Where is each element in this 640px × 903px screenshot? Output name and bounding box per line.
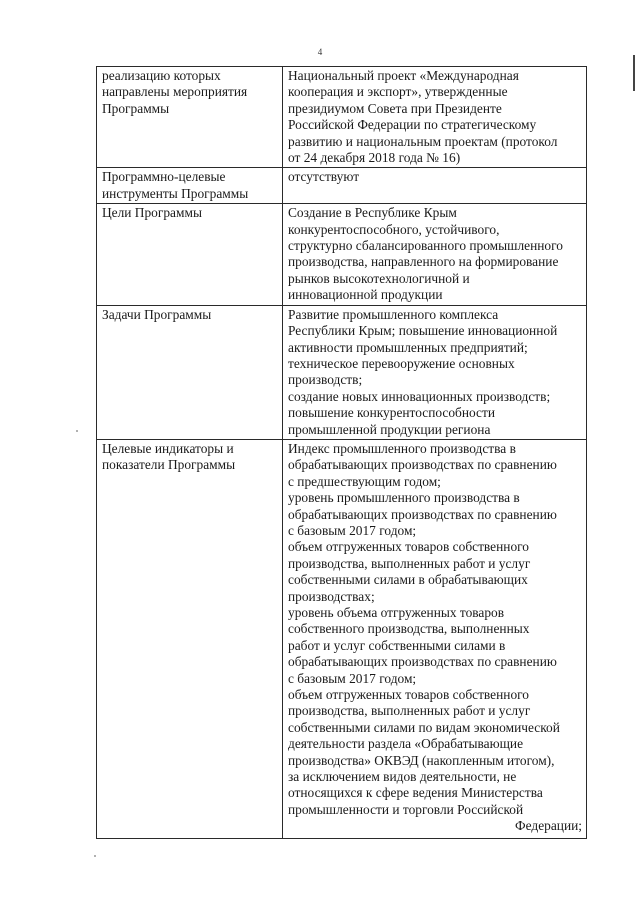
row-value <box>283 439 587 838</box>
text-line: активности промышленных предприятий; <box>288 339 528 355</box>
text-line: объем отгруженных товаров собственного <box>288 687 529 703</box>
text-line: Программы <box>102 100 170 116</box>
text-line: производства, выполненных работ и услуг <box>288 555 531 571</box>
text-line: Российской Федерации по стратегическому <box>288 117 537 133</box>
scan-speck <box>76 430 78 432</box>
text-line: рынков высокотехнологичной и <box>288 270 470 286</box>
text-line: объем отгруженных товаров собственного <box>288 539 529 555</box>
text-line: с базовым 2017 годом; <box>288 522 417 538</box>
text-line: Развитие промышленного комплекса <box>288 306 499 322</box>
scan-edge-mark <box>633 55 635 91</box>
row-value <box>283 168 587 204</box>
text-line: производства» ОКВЭД (накопленным итогом), <box>288 752 555 768</box>
text-line: структурно сбалансированного промышленного <box>288 238 563 254</box>
text-line: собственного производства, выполненных <box>288 621 530 637</box>
table-row <box>97 67 587 168</box>
scan-speck <box>94 855 96 857</box>
text-line: уровень промышленного производства в <box>288 490 520 506</box>
text-line: Создание в Республике Крым <box>288 205 457 221</box>
text-line: с базовым 2017 годом; <box>288 670 417 686</box>
text-line: развитию и национальным проектам (протокол <box>288 133 558 149</box>
text-line: производства, направленного на формирование <box>288 254 559 270</box>
text-line: работ и услуг собственными силами в <box>288 637 506 653</box>
text-line: Программно-целевые <box>102 169 226 185</box>
text-line: производств; <box>288 372 363 388</box>
text-line: с предшествующим годом; <box>288 473 441 489</box>
table-row <box>97 168 587 204</box>
table-row <box>97 439 587 838</box>
row-label <box>97 67 283 168</box>
row-value <box>283 204 587 305</box>
text-line: повышение конкурентоспособности <box>288 405 496 421</box>
text-line: промышленности и торговли Российской <box>288 801 524 817</box>
row-label <box>97 439 283 838</box>
text-line: Индекс промышленного производства в <box>288 440 516 456</box>
text-line: за исключением видов деятельности, не <box>288 769 517 785</box>
text-line: техническое перевооружение основных <box>288 355 515 371</box>
text-line: промышленной продукции региона <box>288 421 491 437</box>
text-line: инновационной продукции <box>288 287 443 303</box>
table-row <box>97 204 587 305</box>
program-passport-table <box>96 66 587 839</box>
text-line: производства, выполненных работ и услуг <box>288 703 531 719</box>
text-line: кооперация и экспорт», утвержденные <box>288 84 508 100</box>
text-line: Задачи Программы <box>102 306 212 322</box>
text-line: обрабатывающих производствах по сравнению <box>288 506 557 522</box>
text-line: конкурентоспособного, устойчивого, <box>288 221 500 237</box>
page-number: 4 <box>317 47 323 57</box>
text-line: Республики Крым; повышение инновационной <box>288 323 558 339</box>
text-line: направлены мероприятия <box>102 84 248 100</box>
text-line: собственными силами в обрабатывающих <box>288 572 528 588</box>
text-line: деятельности раздела «Обрабатывающие <box>288 736 524 752</box>
row-label <box>97 204 283 305</box>
text-line: Национальный проект «Международная <box>288 68 519 83</box>
text-line: производствах; <box>288 588 375 604</box>
text-line: Федерации; <box>515 818 582 834</box>
row-label <box>97 305 283 439</box>
row-label <box>97 168 283 204</box>
text-line: президиумом Совета при Президенте <box>288 100 502 116</box>
text-line: создание новых инновационных производств; <box>288 388 551 404</box>
text-line: инструменты Программы <box>102 185 249 201</box>
text-line: реализацию которых <box>102 68 221 83</box>
text-line: Цели Программы <box>102 205 202 221</box>
text-line: от 24 декабря 2018 года № 16) <box>288 150 461 166</box>
row-value <box>283 305 587 439</box>
table-row <box>97 305 587 439</box>
row-value <box>283 67 587 168</box>
text-line: относящихся к сфере ведения Министерства <box>288 785 543 801</box>
text-line: отсутствуют <box>288 169 360 185</box>
text-line: собственными силами по видам экономической <box>288 719 560 735</box>
text-line: показатели Программы <box>102 457 236 473</box>
text-line: обрабатывающих производствах по сравнению <box>288 654 557 670</box>
text-line: обрабатывающих производствах по сравнению <box>288 457 557 473</box>
text-line: Целевые индикаторы и <box>102 440 234 456</box>
text-line: уровень объема отгруженных товаров <box>288 605 505 620</box>
